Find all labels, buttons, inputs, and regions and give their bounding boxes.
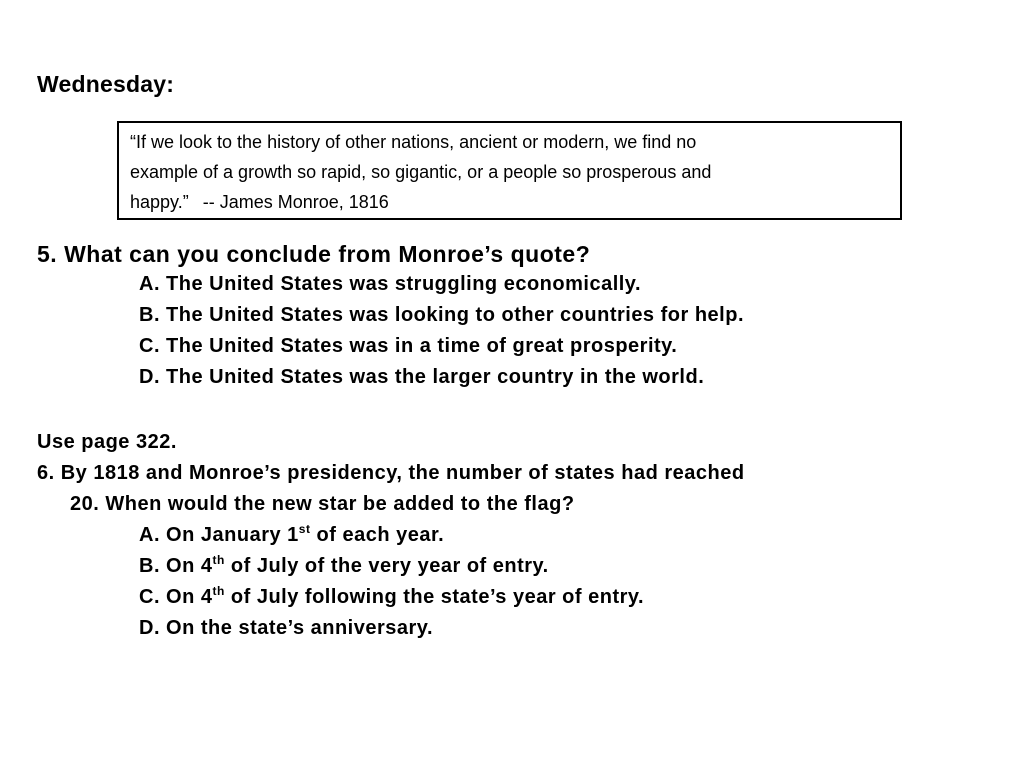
quote-box xyxy=(117,121,902,220)
quote-line-last xyxy=(130,187,890,217)
quote-line: example of a growth so rapid, so gigantic, or a people so prosperous and xyxy=(130,162,712,182)
quote-text xyxy=(130,127,890,217)
quote-attribution: -- James Monroe, 1816 xyxy=(202,192,389,212)
question-6-option-b xyxy=(139,551,745,582)
question-5-options xyxy=(139,269,744,393)
option-b-superscript: th xyxy=(212,553,225,567)
option-a-text-end: of each year. xyxy=(310,524,445,546)
question-5-option-d: D. The United States was the larger country in the world. xyxy=(139,366,705,388)
option-b-text-end: of July of the very year of entry. xyxy=(224,555,549,577)
quote-line: “If we look to the history of other nations, ancient or modern, we find no xyxy=(130,132,697,152)
question-6-options xyxy=(139,520,745,644)
question-5-option-c: C. The United States was in a time of great prosperity. xyxy=(139,335,678,357)
question-6 xyxy=(37,427,745,644)
question-5-stem: 5. What can you conclude from Monroe’s quote? xyxy=(37,241,591,267)
day-heading: Wednesday: xyxy=(37,71,175,97)
question-6-option-d: D. On the state’s anniversary. xyxy=(139,617,433,639)
quote-closing-text: happy.” xyxy=(130,192,189,212)
option-a-superscript: st xyxy=(298,522,311,536)
option-a-text: A. On January 1 xyxy=(139,524,299,546)
question-6-stem-line-1: 6. By 1818 and Monroe’s presidency, the number of states had reached xyxy=(37,462,745,484)
question-6-option-a xyxy=(139,520,745,551)
question-6-option-c xyxy=(139,582,745,613)
option-c-text: C. On 4 xyxy=(139,586,213,608)
option-c-text-end: of July following the state’s year of entry. xyxy=(224,586,645,608)
page-reference: Use page 322. xyxy=(37,431,177,453)
question-6-stem-line-2: 20. When would the new star be added to the flag? xyxy=(70,493,575,515)
question-5-option-b: B. The United States was looking to other countries for help. xyxy=(139,304,745,326)
question-5-option-a: A. The United States was struggling economically. xyxy=(139,273,641,295)
question-5 xyxy=(37,239,744,393)
option-c-superscript: th xyxy=(212,584,225,598)
option-b-text: B. On 4 xyxy=(139,555,213,577)
